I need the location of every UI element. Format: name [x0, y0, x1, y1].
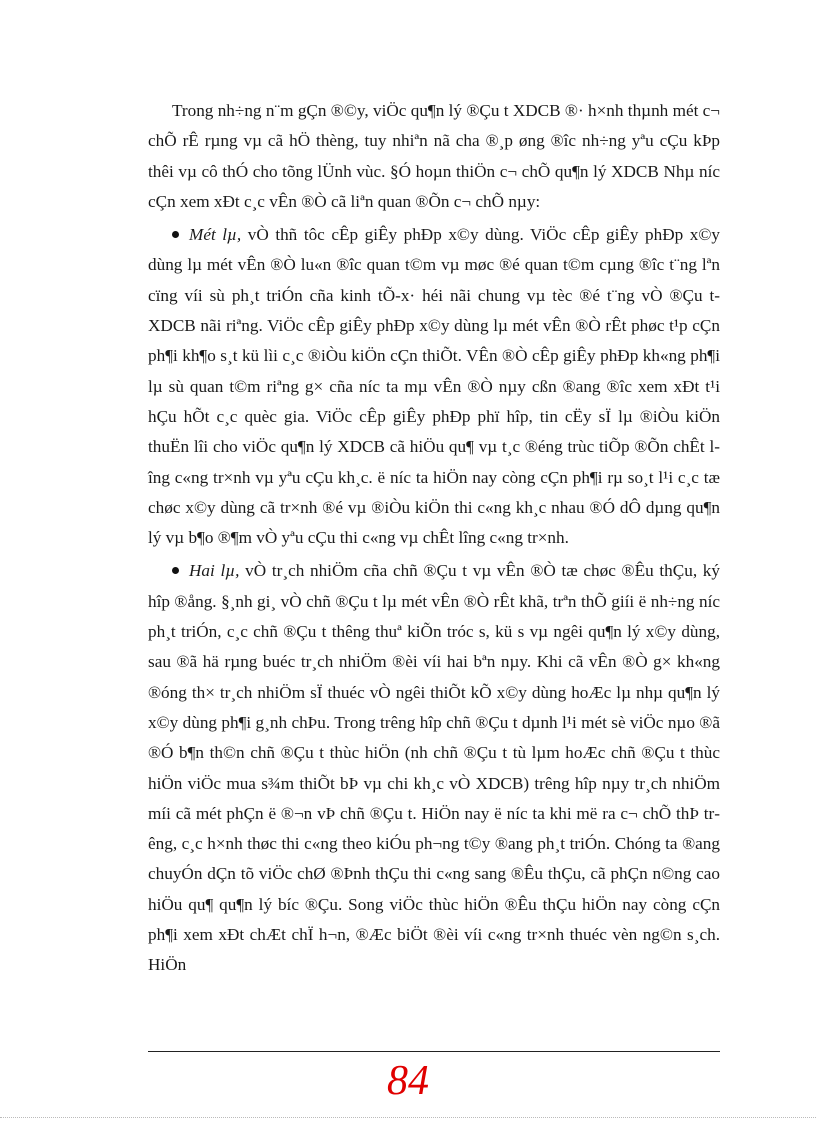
bullet-icon	[172, 231, 179, 238]
body-text	[148, 96, 720, 981]
bullet-icon	[172, 567, 179, 574]
bullet-body-2: vÒ tr¸ch nhiÖm cña chñ ®Çu t vµ vÊn ®Ò tæ chøc ®Êu thÇu, ký hîp ®ång. §¸nh gi¸ vÒ chñ ®Çu t lµ mét vÊn ®Ò rÊt khã, trªn thÕ giíi ë nh÷ng níc ph¸t triÓn, c¸c chñ ®Çu t thêng thuª kiÕn tróc s, kü s vµ ngêi qu¶n lý x©y dùng, sau ®ã hä rµng buéc tr¸ch nhiÖm ®èi víi hai bªn nµy. Khi cã vÊn ®Ò g× kh«ng ®óng th× tr¸ch nhiÖm sÏ thuéc vÒ ngêi thiÕt kÕ x©y dùng hoÆc lµ nhµ qu¶n lý x©y dùng ph¶i g¸nh chÞu. Trong trêng hîp chñ ®Çu t dµnh l¹i mét sè viÖc nµo ®ã ®Ó b¶n th©n chñ ®Çu t thùc hiÖn (nh chñ ®Çu t tù lµm hoÆc chñ ®Çu t thùc hiÖn viÖc mua s¾m thiÕt bÞ vµ chi kh¸c vÒ XDCB) trêng hîp nµy tr¸ch nhiÖm míi cã mét phÇn ë ®¬n vÞ chñ ®Çu t. HiÖn nay ë níc ta khi më ra c¬ chÕ thÞ trêng, c¸c h×nh thøc thi c«ng theo kiÓu ph¬ng t©y ®ang ph¸t triÓn. Chóng ta ®ang chuyÓn dÇn tõ viÖc chØ ®Þnh thÇu thi c«ng sang ®Êu thÇu, cã phÇn n©ng cao hiÖu qu¶ qu¶n lý bíc ®Çu. Song viÖc thùc hiÖn ®Êu thÇu hiÖn nay còng cÇn ph¶i xem xÐt chÆt chÏ h¬n, ®Æc biÖt ®èi víi c«ng tr×nh thuéc vèn ng©n s¸ch. HiÖn	[148, 561, 720, 975]
bullet-lead-2: Hai lµ,	[189, 561, 240, 581]
page-number: 84	[387, 1058, 429, 1104]
bullet-lead-1: Mét lµ,	[189, 225, 242, 245]
intro-paragraph: Trong nh÷ng n¨m gÇn ®©y, viÖc qu¶n lý ®Çu t XDCB ®· h×nh thµnh mét c¬ chÕ rÊ rµng vµ cã hÖ thèng, tuy nhiªn nã cha ®¸p øng ®îc nh÷ng yªu cÇu kÞp thêi vµ cô thÓ cho tõng lÜnh vùc. §Ó hoµn thiÖn c¬ chÕ qu¶n lý XDCB Nhµ níc cÇn xem xÐt c¸c vÊn ®Ò cã liªn quan ®Õn c¬ chÕ nµy:	[148, 101, 720, 211]
bullet-paragraph-2	[148, 556, 720, 980]
bullet-paragraph-1	[148, 220, 720, 553]
page-bottom-edge	[0, 1117, 816, 1118]
footer-divider	[148, 1051, 720, 1052]
bullet-body-1: vÒ thñ tôc cÊp giÊy phÐp x©y dùng. ViÖc cÊp giÊy phÐp x©y dùng lµ mét vÊn ®Ò lu«n ®îc quan t©m vµ møc ®é quan t©m cµng ®îc t¨ng lªn cïng víi sù ph¸t triÓn cña kinh tÕ-x· héi nãi chung vµ tèc ®é t¨ng vÒ ®Çu t XDCB nãi riªng. ViÖc cÊp giÊy phÐp x©y dùng lµ mét vÊn ®Ò rÊt phøc t¹p cÇn ph¶i kh¶o s¸t kü lìi c¸c ®iÒu kiÖn cÇn thiÕt. VÊn ®Ò cÊp giÊy phÐp kh«ng ph¶i lµ sù quan t©m riªng g× cña níc ta mµ vÊn ®Ò nµy cßn ®ang ®îc xem xÐt t¹i hÇu hÕt c¸c quèc gia. ViÖc cÊp giÊy phÐp phï hîp, tin cËy sÏ lµ ®iÒu kiÖn thuËn lîi cho viÖc qu¶n lý XDCB cã hiÖu qu¶ vµ t¸c ®éng trùc tiÕp ®Õn chÊt lîng c«ng tr×nh vµ yªu cÇu kh¸c. ë níc ta hiÖn nay còng cÇn ph¶i rµ so¸t l¹i c¸c tæ chøc x©y dùng cã tr×nh ®é vµ ®iÒu kiÖn thi c«ng kh¸c nhau ®Ó dÔ dµng qu¶n lý vµ b¶o ®¶m vÒ yªu cÇu thi c«ng vµ chÊt lîng c«ng tr×nh.	[148, 225, 720, 548]
